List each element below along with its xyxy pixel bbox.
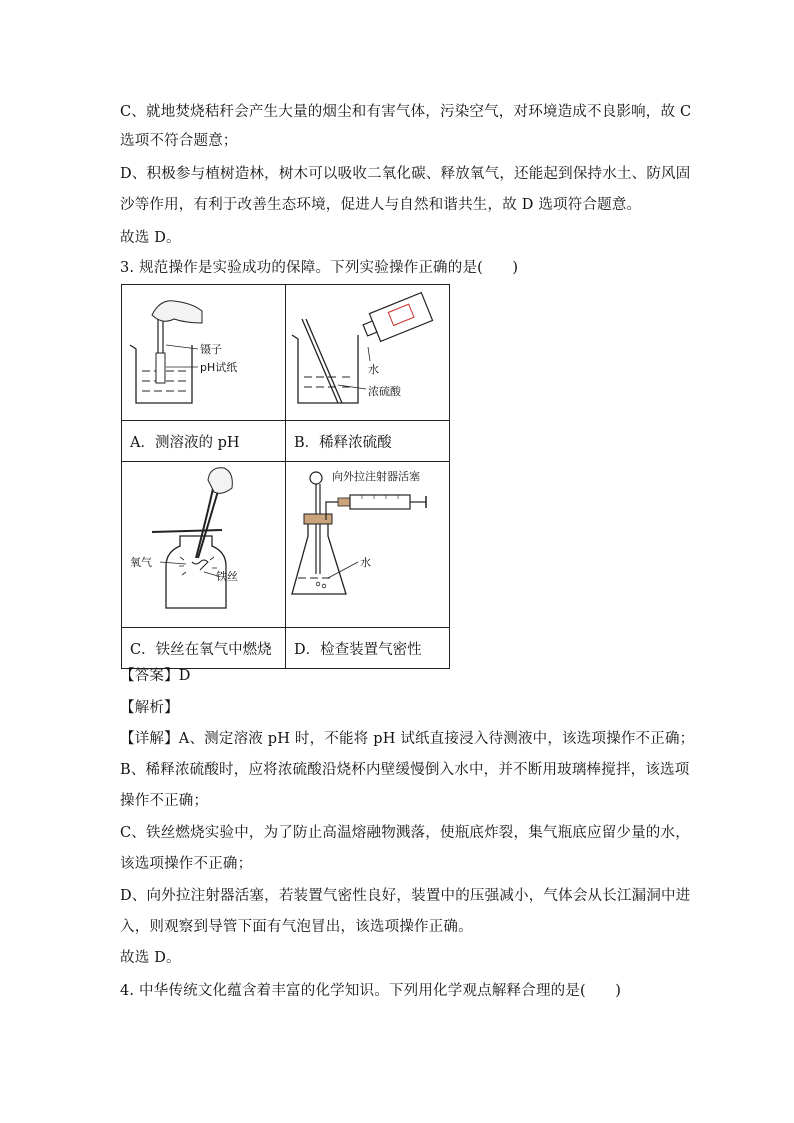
label-tweezers: 镊子 bbox=[200, 343, 222, 356]
options-table bbox=[121, 284, 450, 669]
analysis-heading: 【解析】 bbox=[120, 700, 179, 716]
answer-heading: 【答案】D bbox=[120, 668, 191, 684]
label-iron-wire: 铁丝 bbox=[216, 570, 238, 583]
option-d-caption: D．检查装置气密性 bbox=[286, 628, 450, 669]
label-conc-acid: 浓硫酸 bbox=[368, 385, 401, 398]
text-line-d1: D、积极参与植树造林，树木可以吸收二氧化碳、释放氧气，还能起到保持水土、防风固 bbox=[120, 166, 691, 182]
ph-test-diagram bbox=[122, 285, 285, 420]
option-a-figure bbox=[122, 285, 286, 421]
detail-line-6: D、向外拉注射器活塞，若装置气密性良好，装置中的压强减小，气体会从长江漏洞中进 bbox=[120, 888, 691, 904]
option-d-figure bbox=[286, 462, 450, 628]
text-line-c2: 选项不符合题意； bbox=[120, 133, 238, 149]
detail-line-7: 入，则观察到导管下面有气泡冒出，该选项操作正确。 bbox=[120, 919, 473, 935]
detail-line-5: 该选项操作不正确； bbox=[120, 856, 253, 872]
text-line-choose-2: 故选 D。 bbox=[120, 950, 181, 966]
detail-line-3: 操作不正确； bbox=[120, 793, 209, 809]
option-b-caption: B．稀释浓硫酸 bbox=[286, 421, 450, 462]
label-pull-syringe: 向外拉注射器活塞 bbox=[332, 470, 420, 483]
question-3: 3. 规范操作是实验成功的保障。下列实验操作正确的是( ) bbox=[120, 260, 519, 276]
question-4: 4. 中华传统文化蕴含着丰富的化学知识。下列用化学观点解释合理的是( ) bbox=[120, 983, 622, 999]
detail-line-2: B、稀释浓硫酸时，应将浓硫酸沿烧杯内壁缓慢倒入水中，并不断用玻璃棒搅拌，该选项 bbox=[120, 762, 690, 778]
option-b-figure bbox=[286, 285, 450, 421]
text-line-choose: 故选 D。 bbox=[120, 230, 181, 246]
text-line-d2: 沙等作用，有利于改善生态环境，促进人与自然和谐共生，故 D 选项符合题意。 bbox=[120, 197, 642, 213]
label-water-d: 水 bbox=[360, 556, 371, 569]
option-c-figure bbox=[122, 462, 286, 628]
detail-line-4: C、铁丝燃烧实验中，为了防止高温熔融物溅落，使瓶底炸裂，集气瓶底应留少量的水， bbox=[120, 825, 690, 841]
iron-wire-diagram bbox=[122, 462, 285, 627]
airtightness-diagram bbox=[286, 462, 446, 627]
label-water: 水 bbox=[368, 363, 379, 376]
label-oxygen: 氧气 bbox=[130, 556, 152, 569]
label-ph-paper: pH试纸 bbox=[200, 361, 238, 374]
option-c-caption: C．铁丝在氧气中燃烧 bbox=[122, 628, 286, 669]
option-a-caption: A．测溶液的 pH bbox=[122, 421, 286, 462]
dilute-acid-diagram bbox=[286, 285, 446, 420]
text-line-c1: C、就地焚烧秸秆会产生大量的烟尘和有害气体，污染空气，对环境造成不良影响，故 C bbox=[120, 104, 692, 120]
detail-line-1: 【详解】A、测定溶液 pH 时，不能将 pH 试纸直接浸入待测液中，该选项操作不正确； bbox=[120, 731, 695, 747]
